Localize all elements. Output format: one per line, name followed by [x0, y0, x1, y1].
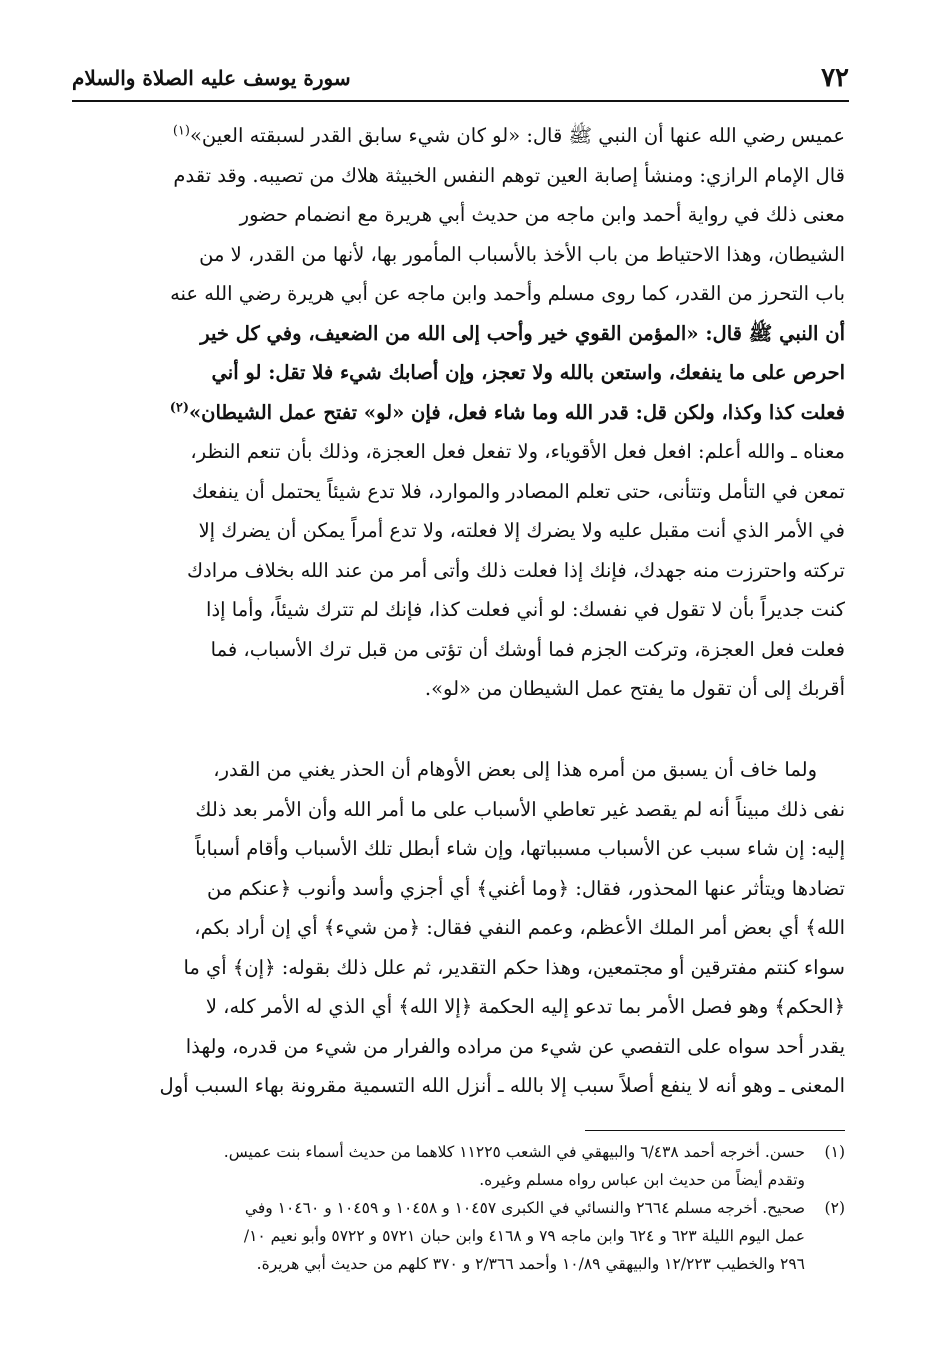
- footnote-line: ٢٩٦ والخطيب ١٢/٢٢٣ والبيهقي ١٠/٨٩ وأحمد ٢/٣٦٦ و ٣٧٠ كلهم من حديث أبي هريرة.: [256, 1255, 805, 1273]
- page-number: ٧٢: [821, 63, 849, 93]
- text-line: الله﴾ أي بعض أمر الملك الأعظم، وعمم النفي فقال: ﴿من شيء﴾ أي إن أراد بكم،: [194, 916, 845, 939]
- header-rule: [72, 100, 849, 102]
- footnote-number: (١): [824, 1143, 845, 1161]
- text-line: باب التحرز من القدر، كما روى مسلم وأحمد وابن ماجه عن أبي هريرة رضي الله عنه: [170, 282, 845, 305]
- footnote-ref[interactable]: (١): [172, 123, 190, 139]
- text-line: نفى ذلك مبيناً أنه لم يقصد غير تعاطي الأسباب على ما أمر الله وأن الأمر بعد ذلك: [195, 797, 845, 821]
- footnote-number: (٢): [824, 1199, 845, 1217]
- footnote-body: [72, 1194, 805, 1278]
- footnote-line: وتقدم أيضاً من حديث ابن عباس رواه مسلم وغيره.: [479, 1171, 805, 1189]
- hadith-line: احرص على ما ينفعك، واستعن بالله ولا تعجز، وإن أصابك شيء فلا تقل: لو أني: [211, 361, 845, 384]
- main-text-paragraph-1: [72, 116, 845, 716]
- text-line: ولما خاف أن يسبق من أمره هذا إلى بعض الأوهام أن الحذر يغني من القدر،: [213, 758, 817, 781]
- text-line: معناه ـ والله أعلم: افعل فعل الأقوياء، ولا تفعل فعل العجزة، وذلك بأن تنعم النظر،: [190, 440, 845, 463]
- text-line: قال الإمام الرازي: ومنشأ إصابة العين توهم النفس الخبيثة هلاك من تصيبه. وقد تقدم: [173, 163, 845, 187]
- text-line: تركته واحترزت منه جهدك، فإنك إذا فعلت ذلك وأتى أمر من عند الله بخلاف مرادك: [186, 558, 845, 582]
- footnote-1: [72, 1138, 845, 1194]
- footnotes: [72, 1138, 845, 1278]
- text-line: سواء كنتم مفترقين أو مجتمعين، وهذا حكم التقدير، ثم علل ذلك بقوله: ﴿إن﴾ أي ما: [183, 955, 845, 979]
- text-line: فعلت فعل العجزة، وتركت الجزم فما أوشك أن تؤتى من قبل ترك الأسباب، فما: [210, 637, 845, 661]
- footnote-rule: [585, 1130, 845, 1131]
- hadith-line: [72, 393, 845, 433]
- text-line: يقدر أحد سواه على التفصي عن شيء من مراده والفرار من شيء من قدره، ولهذا: [185, 1034, 845, 1058]
- text-line: الشيطان، وهذا الاحتياط من باب الأخذ بالأسباب المأمور بها، لأنها من القدر، لا من: [199, 242, 845, 266]
- text-line: تضادها ويتأثر عنها المحذور، فقال: ﴿وما أغني﴾ أي أجزي وأسد وأنوب ﴿عنكم من: [207, 876, 845, 900]
- text-line: كنت جديراً بأن لا تقول في نفسك: لو أني فعلت كذا، فإنك لم تترك شيئاً، وأما إذا: [206, 598, 845, 621]
- footnote-line: عمل اليوم الليلة ٦٢٣ و ٦٢٤ وابن ماجه ٧٩ و ٤١٦٨ وابن حبان ٥٧٢١ و ٥٧٢٢ وأبو نعيم ١٠/: [243, 1227, 805, 1245]
- hadith-line: أن النبي ﷺ قال: «المؤمن القوي خير وأحب إلى الله من الضعيف، وفي كل خير: [200, 321, 845, 345]
- running-title: سورة يوسف عليه الصلاة والسلام: [72, 66, 351, 90]
- text-line: المعنى ـ وهو أنه لا ينفع أصلاً سبب إلا بالله ـ أنزل الله التسمية مقرونة بهاء السبب أول: [159, 1074, 845, 1097]
- text-line: ﴿الحكم﴾ وهو فصل الأمر بما تدعو إليه الحكمة ﴿إلا الله﴾ أي الذي له الأمر كله، لا: [205, 995, 845, 1018]
- footnote-line: حسن. أخرجه أحمد ٦/٤٣٨ والبيهقي في الشعب ١١٢٢٥ كلاهما من حديث أسماء بنت عميس.: [223, 1143, 805, 1161]
- footnote-2: [72, 1194, 845, 1278]
- main-text-paragraph-2: [72, 750, 845, 1120]
- text-line: تمعن في التأمل وتتأنى، حتى تعلم المصادر والموارد، فلا تدع شيئاً يحتمل أن ينفعك: [191, 479, 845, 503]
- footnote-ref[interactable]: (٢): [169, 400, 189, 415]
- text-line: أقربك إلى أن تقول ما يفتح عمل الشيطان من «لو».: [424, 677, 845, 700]
- text-line: إليه: إن شاء سبب عن الأسباب مسبباتها، وإن شاء أبطل تلك الأسباب وأقام أسباباً: [195, 837, 845, 860]
- text-line: في الأمر الذي أنت مقبل عليه ولا يضرك إلا فعلته، ولا تدع أمراً يمكن أن يضرك إلا: [198, 519, 845, 542]
- text-line-content: عميس رضي الله عنها أن النبي ﷺ قال: «لو كان شيء سابق القدر لسبقته العين»: [189, 124, 845, 147]
- footnote-body: [72, 1138, 805, 1194]
- page-header: [72, 58, 849, 98]
- footnote-line: صحيح. أخرجه مسلم ٢٦٦٤ والنسائي في الكبرى ١٠٤٥٧ و ١٠٤٥٨ و ١٠٤٥٩ و ١٠٤٦٠ وفي: [244, 1199, 805, 1217]
- text-line: معنى ذلك في رواية أحمد وابن ماجه من حديث أبي هريرة مع انضمام حضور: [239, 203, 845, 226]
- text-line-content: فعلت كذا وكذا، ولكن قل: قدر الله وما شاء فعل، فإن «لو» تفتح عمل الشيطان»: [188, 400, 845, 424]
- text-line: [72, 116, 845, 156]
